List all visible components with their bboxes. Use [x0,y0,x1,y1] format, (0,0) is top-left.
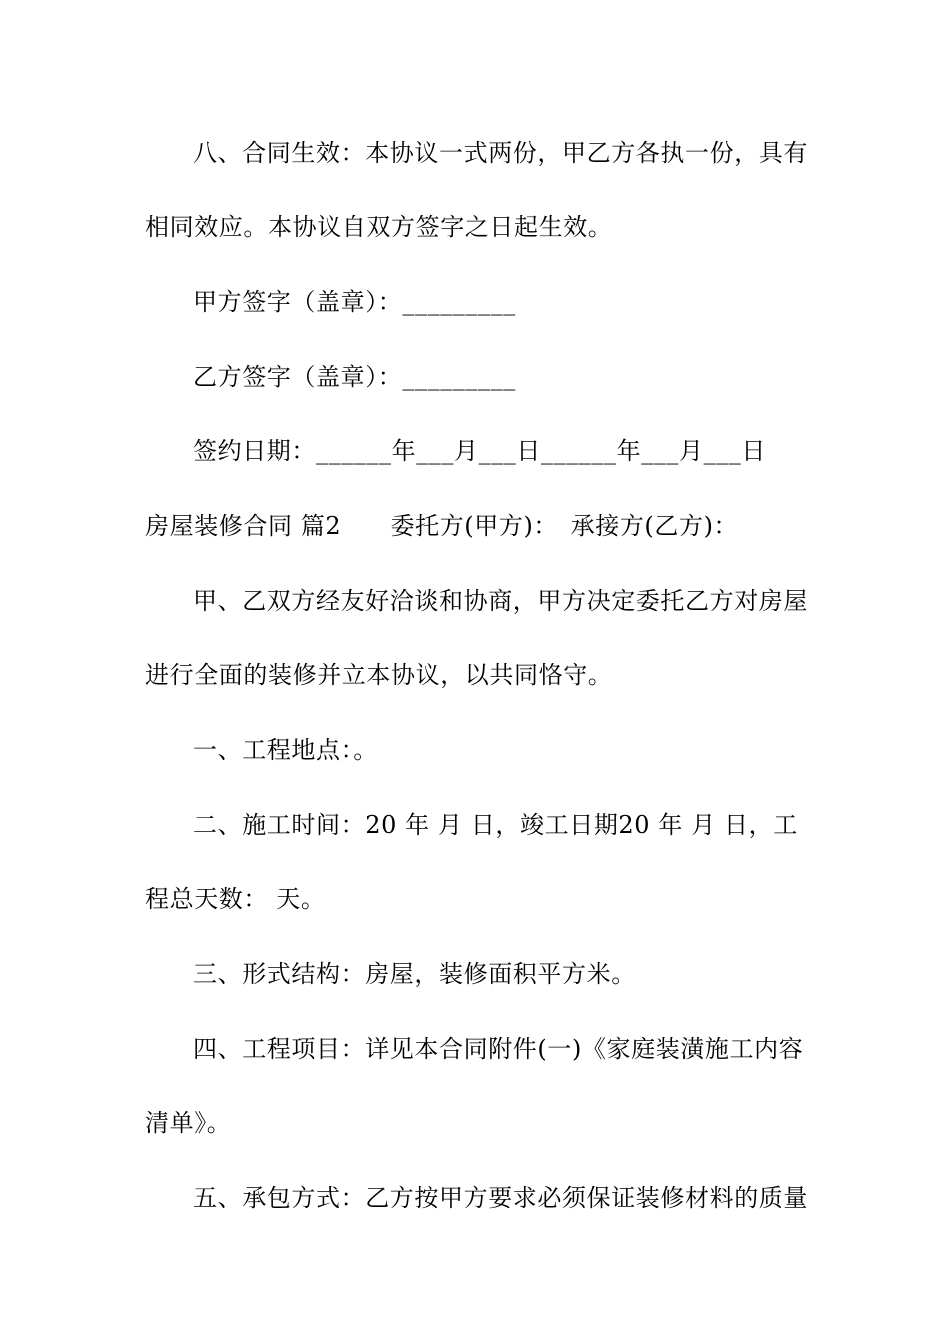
paragraph-line: 程总天数： 天。 [145,885,326,913]
clause-line: 一、工程地点：。 [193,736,378,764]
clause-line: 五、承包方式：乙方按甲方要求必须保证装修材料的质量 [193,1184,808,1212]
paragraph-line: 八、合同生效：本协议一式两份，甲乙方各执一份，具有 [193,139,808,167]
clause-line: 二、施工时间：20 年 月 日，竣工日期20 年 月 日，工 [193,811,798,839]
clause-line: 三、形式结构：房屋，装修面积平方米。 [193,960,636,988]
paragraph-line: 进行全面的装修并立本协议，以共同恪守。 [145,661,613,689]
signing-date-line: 签约日期：______年___月___日______年___月___日 [193,437,766,465]
paragraph-line: 相同效应。本协议自双方签字之日起生效。 [145,213,613,241]
party-a-signature-line: 甲方签字（盖章）：_________ [193,288,516,316]
clause-line: 四、工程项目：详见本合同附件(一)《家庭装潢施工内容 [193,1035,804,1063]
party-b-signature-line: 乙方签字（盖章）：_________ [193,363,516,391]
paragraph-line: 清单》。 [145,1109,232,1137]
section-heading: 房屋装修合同 篇2 委托方(甲方)： 承接方(乙方)： [145,512,739,540]
paragraph-line: 甲、乙双方经友好洽谈和协商，甲方决定委托乙方对房屋 [193,587,808,615]
